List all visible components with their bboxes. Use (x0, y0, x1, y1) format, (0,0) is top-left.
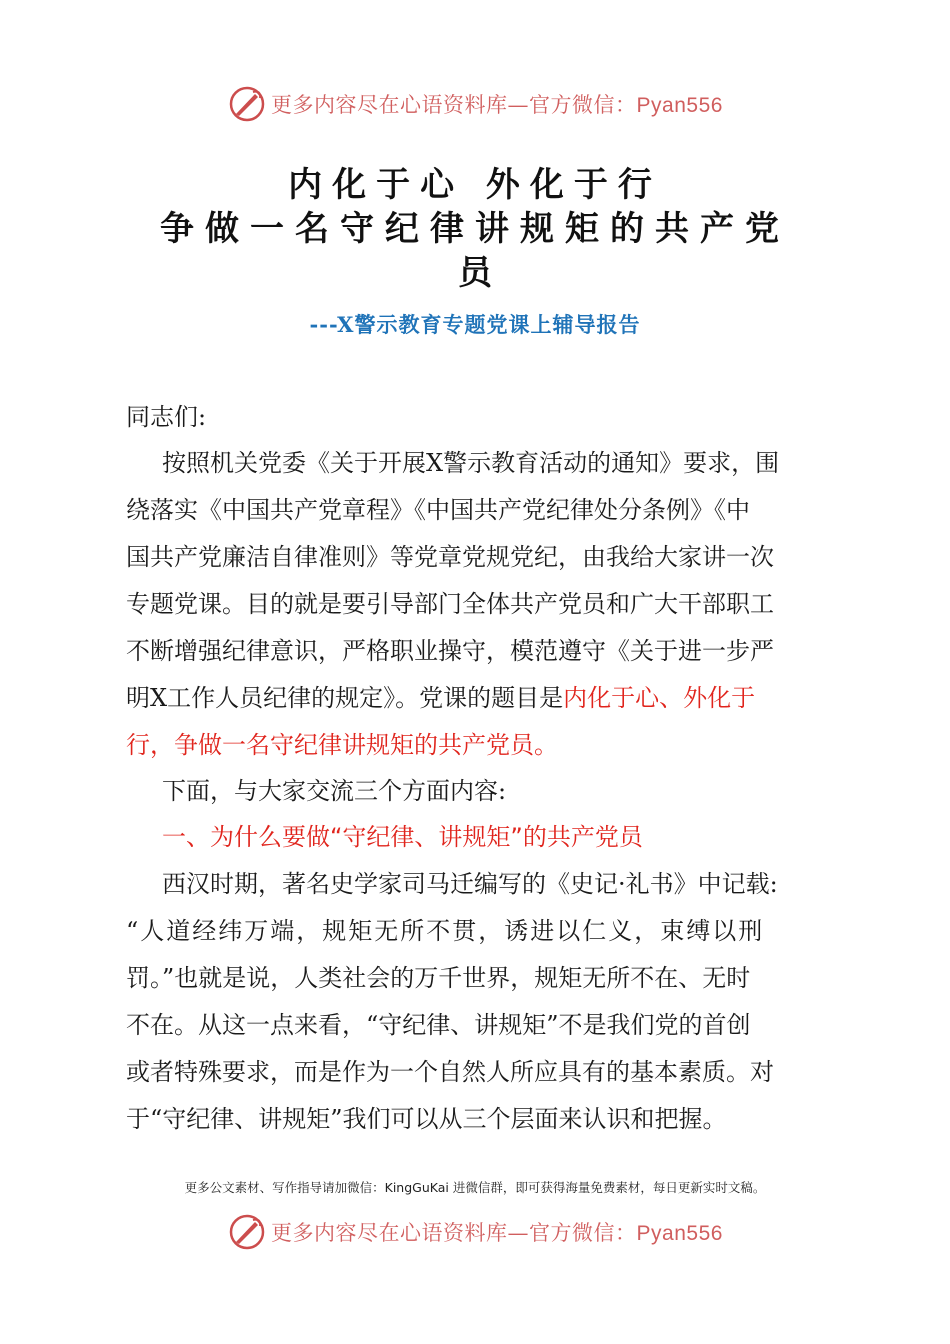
paragraph-1-line-5: 不断增强纪律意识，严格职业操守，模范遵守《关于进一步严 (126, 637, 774, 665)
watermark-header (0, 84, 950, 124)
paragraph-2: 下面，与大家交流三个方面内容: (162, 777, 507, 805)
title-line-1: 内化于心 外化于行 (288, 165, 662, 205)
quill-logo-icon (227, 1212, 267, 1252)
paragraph-3-line-3: 罚。”也就是说，人类社会的万千世界，规矩无所不在、无时 (126, 964, 751, 992)
footer-note: 更多公文素材、写作指导请加微信：KingGuKai 进微信群，即可获得海量免费素材，每日更新实时文稿。 (184, 1180, 766, 1195)
paragraph-1-line-4: 专题党课。目的就是要引导部门全体共产党员和广大干部职工 (126, 590, 774, 618)
paragraph-3-line-4: 不在。从这一点来看，“守纪律、讲规矩”不是我们党的首创 (126, 1011, 751, 1039)
paragraph-1-line-3: 国共产党廉洁自律准则》等党章党规党纪，由我给大家讲一次 (126, 543, 774, 571)
watermark-text: 更多内容尽在心语资料库—官方微信：Pyan556 (271, 1221, 723, 1245)
title-line-2: 争做一名守纪律讲规矩的共产党 (160, 209, 790, 249)
paragraph-3-line-2: “人道经纬万端，规矩无所不贯，诱进以仁义，束缚以刑 (126, 917, 765, 945)
paragraph-3-line-1: 西汉时期，著名史学家司马迁编写的《史记·礼书》中记载: (162, 870, 778, 898)
paragraph-3-line-6: 于“守纪律、讲规矩”我们可以从三个层面来认识和把握。 (126, 1105, 727, 1133)
lesson-title-highlight-cont: 行，争做一名守纪律讲规矩的共产党员。 (126, 731, 558, 759)
paragraph-3-line-5: 或者特殊要求，而是作为一个自然人所应具有的基本素质。对 (126, 1058, 774, 1086)
paragraph-1-line-2: 绕落实《中国共产党章程》《中国共产党纪律处分条例》《中 (126, 496, 750, 524)
paragraph-1-line-6: 明X工作人员纪律的规定》。党课的题目是内化于心、外化于 (126, 684, 756, 712)
watermark-text: 更多内容尽在心语资料库—官方微信：Pyan556 (271, 93, 723, 117)
paragraph-1-line-1: 按照机关党委《关于开展X警示教育活动的通知》要求，围 (162, 449, 780, 477)
watermark-footer (0, 1212, 950, 1252)
section-heading-1: 一、为什么要做“守纪律、讲规矩”的共产党员 (162, 823, 643, 851)
quill-logo-icon (227, 84, 267, 124)
subtitle: ---X警示教育专题党课上辅导报告 (309, 312, 641, 337)
lesson-title-highlight: 内化于心、外化于 (563, 684, 756, 712)
greeting: 同志们: (126, 403, 207, 431)
title-line-3: 员 (458, 253, 492, 293)
